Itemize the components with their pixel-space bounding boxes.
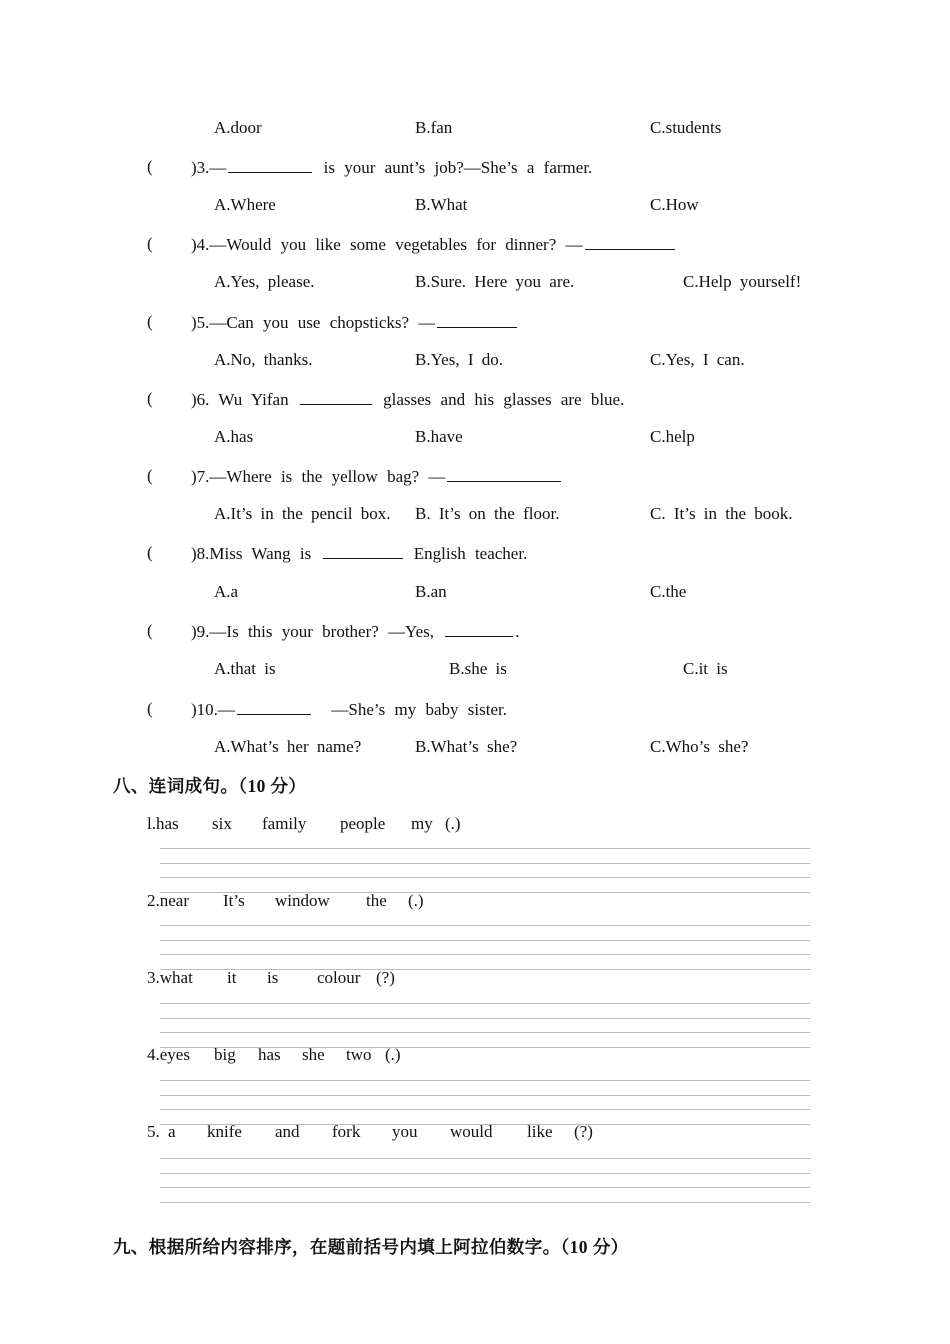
q8-text-before: )8.Miss Wang is (191, 544, 312, 563)
q8-option-a: A.a (214, 582, 239, 601)
q3-blank[interactable] (228, 157, 312, 173)
q7-option-a: A.It’s in the pencil box. (214, 504, 391, 523)
s8-item5-word3: and (275, 1122, 300, 1141)
q5-option-c: C.Yes, I can. (650, 350, 745, 369)
q5-option-b: B.Yes, I do. (415, 350, 503, 369)
s8-item5-writing-lines[interactable] (160, 1158, 810, 1201)
q5-blank[interactable] (437, 312, 517, 328)
q3-number: )3.— (191, 158, 227, 177)
q6-bracket: ( (147, 389, 153, 408)
s8-item3-word3: is (267, 968, 279, 987)
q5-stem (191, 312, 519, 333)
q5-option-a: A.No, thanks. (214, 350, 313, 369)
q3-stem (191, 157, 592, 178)
q9-option-b: B.she is (449, 659, 507, 678)
q4-blank[interactable] (585, 234, 675, 250)
q2-option-c: C.students (650, 118, 722, 137)
s8-item2-word5: (.) (408, 891, 424, 910)
q6-option-a: A.has (214, 427, 254, 446)
q8-text-after: English teacher. (413, 544, 528, 563)
q4-option-b: B.Sure. Here you are. (415, 272, 575, 291)
s8-item4-word1: 4.eyes (147, 1045, 190, 1064)
q6-option-b: B.have (415, 427, 463, 446)
q8-option-b: B.an (415, 582, 447, 601)
q10-option-b: B.What’s she? (415, 737, 518, 756)
q5-text: )5.—Can you use chopsticks? — (191, 313, 436, 332)
s8-item1-word4: people (340, 814, 386, 833)
s8-item3-word1: 3.what (147, 968, 193, 987)
q6-blank[interactable] (300, 389, 372, 405)
q10-bracket: ( (147, 699, 153, 718)
q5-bracket: ( (147, 312, 153, 331)
q6-text-after: glasses and his glasses are blue. (383, 390, 625, 409)
q3-option-c: C.How (650, 195, 699, 214)
q7-option-b: B. It’s on the floor. (415, 504, 560, 523)
q9-blank[interactable] (445, 621, 513, 637)
q9-option-c: C.it is (683, 659, 728, 678)
q10-number: )10.— (191, 700, 235, 719)
s8-item5-word2: knife (207, 1122, 242, 1141)
q9-text-before: )9.—Is this your brother? —Yes, (191, 622, 435, 641)
s8-item4-word6: (.) (385, 1045, 401, 1064)
q7-option-c: C. It’s in the book. (650, 504, 793, 523)
s8-item2-word1: 2.near (147, 891, 190, 910)
q10-option-c: C.Who’s she? (650, 737, 749, 756)
s8-item5-word5: you (392, 1122, 418, 1141)
q4-option-c: C.Help yourself! (683, 272, 802, 291)
s8-item5-word6: would (450, 1122, 493, 1141)
q9-stem (191, 621, 520, 642)
s8-item5-word4: fork (332, 1122, 361, 1141)
q4-option-a: A.Yes, please. (214, 272, 315, 291)
q9-text-after: . (515, 622, 520, 641)
q7-blank[interactable] (447, 466, 561, 482)
s8-item4-word4: she (302, 1045, 325, 1064)
q6-option-c: C.help (650, 427, 695, 446)
q8-stem (191, 543, 527, 564)
section9-title: 九、根据所给内容排序，在题前括号内填上阿拉伯数字。（10 分） (113, 1237, 629, 1257)
s8-item4-word3: has (258, 1045, 281, 1064)
s8-item4-writing-lines[interactable] (160, 1080, 810, 1123)
q7-text: )7.—Where is the yellow bag? — (191, 467, 446, 486)
s8-item2-word2: It’s (223, 891, 245, 910)
s8-item1-writing-lines[interactable] (160, 848, 810, 891)
q7-stem (191, 466, 563, 487)
q2-option-a: A.door (214, 118, 262, 137)
q9-option-a: A.that is (214, 659, 276, 678)
q10-option-a: A.What’s her name? (214, 737, 362, 756)
q6-text-before: )6. Wu Yifan (191, 390, 289, 409)
q3-option-a: A.Where (214, 195, 276, 214)
s8-item2-writing-lines[interactable] (160, 925, 810, 968)
q10-stem (191, 699, 507, 720)
section8-title: 八、连词成句。（10 分） (113, 776, 307, 796)
s8-item1-word6: (.) (445, 814, 461, 833)
s8-item5-word7: like (527, 1122, 553, 1141)
q10-text: —She’s my baby sister. (331, 700, 507, 719)
q4-bracket: ( (147, 234, 153, 253)
s8-item1-word2: six (212, 814, 232, 833)
s8-item2-word3: window (275, 891, 330, 910)
s8-item3-word4: colour (317, 968, 361, 987)
s8-item1-word5: my (411, 814, 433, 833)
q7-bracket: ( (147, 466, 153, 485)
q3-option-b: B.What (415, 195, 468, 214)
q8-blank[interactable] (323, 543, 403, 559)
q10-blank[interactable] (237, 699, 311, 715)
s8-item5-word8: (?) (574, 1122, 593, 1141)
s8-item5-word1: 5. a (147, 1122, 176, 1141)
s8-item3-writing-lines[interactable] (160, 1003, 810, 1046)
s8-item1-word3: family (262, 814, 307, 833)
q2-option-b: B.fan (415, 118, 453, 137)
q3-text: is your aunt’s job?—She’s a farmer. (323, 158, 593, 177)
s8-item4-word5: two (346, 1045, 372, 1064)
q4-text: )4.—Would you like some vegetables for dinner? — (191, 235, 583, 254)
s8-item3-word5: (?) (376, 968, 395, 987)
s8-item3-word2: it (227, 968, 237, 987)
q8-option-c: C.the (650, 582, 687, 601)
q3-bracket: ( (147, 157, 153, 176)
q6-stem (191, 389, 624, 410)
s8-item2-word4: the (366, 891, 387, 910)
q9-bracket: ( (147, 621, 153, 640)
s8-item4-word2: big (214, 1045, 236, 1064)
s8-item1-word1: l.has (147, 814, 179, 833)
q4-stem (191, 234, 677, 255)
q8-bracket: ( (147, 543, 153, 562)
